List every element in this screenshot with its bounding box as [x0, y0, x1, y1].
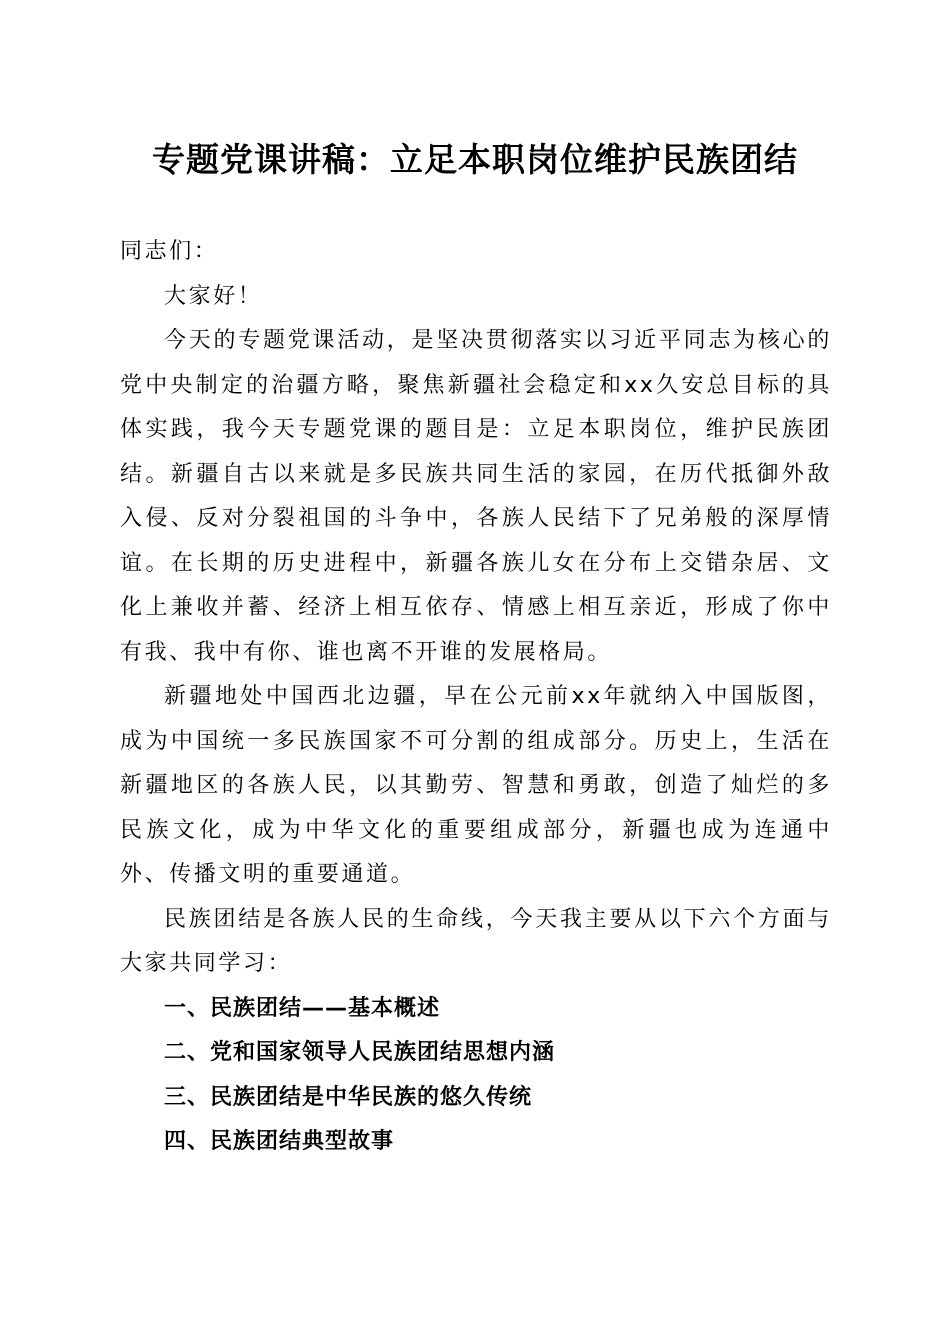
- outline-item-2: 二、党和国家领导人民族团结思想内涵: [164, 1040, 556, 1065]
- outline-item-1: 一、民族团结——基本概述: [164, 995, 441, 1021]
- paragraph-history: 新疆地处中国西北边疆，早在公元前xx年就纳入中国版图，成为中国统一多民族国家不可分割的组成部分。历史上，生活在新疆地区的各族人民，以其勤劳、智慧和勇敢，创造了灿烂的多民族文化，成为中华文化的重要组成部分，新疆也成为连通中外、传播文明的重要通道。: [120, 684, 832, 887]
- salutation: 同志们：: [120, 239, 219, 264]
- paragraph-intro: 今天的专题党课活动，是坚决贯彻落实以习近平同志为核心的党中央制定的治疆方略，聚焦新疆社会稳定和xx久安总目标的具体实践，我今天专题党课的题目是：立足本职岗位，维护民族团结。新疆自古以来就是多民族共同生活的家园，在历代抵御外敌入侵、反对分裂祖国的斗争中，各族人民结下了兄弟般的深厚情谊。在长期的历史进程中，新疆各族儿女在分布上交错杂居、文化上兼收并蓄、经济上相互依存、情感上相互亲近，形成了你中有我、我中有你、谁也离不开谁的发展格局。: [120, 328, 832, 665]
- outline-item-3: 三、民族团结是中华民族的悠久传统: [164, 1084, 533, 1110]
- document-title: 专题党课讲稿：立足本职岗位维护民族团结: [152, 140, 798, 179]
- greeting: 大家好！: [164, 283, 263, 309]
- document-body: [120, 230, 832, 1165]
- paragraph-overview: 民族团结是各族人民的生命线，今天我主要从以下六个方面与大家共同学习：: [120, 906, 832, 976]
- outline-item-4: 四、民族团结典型故事: [164, 1129, 395, 1154]
